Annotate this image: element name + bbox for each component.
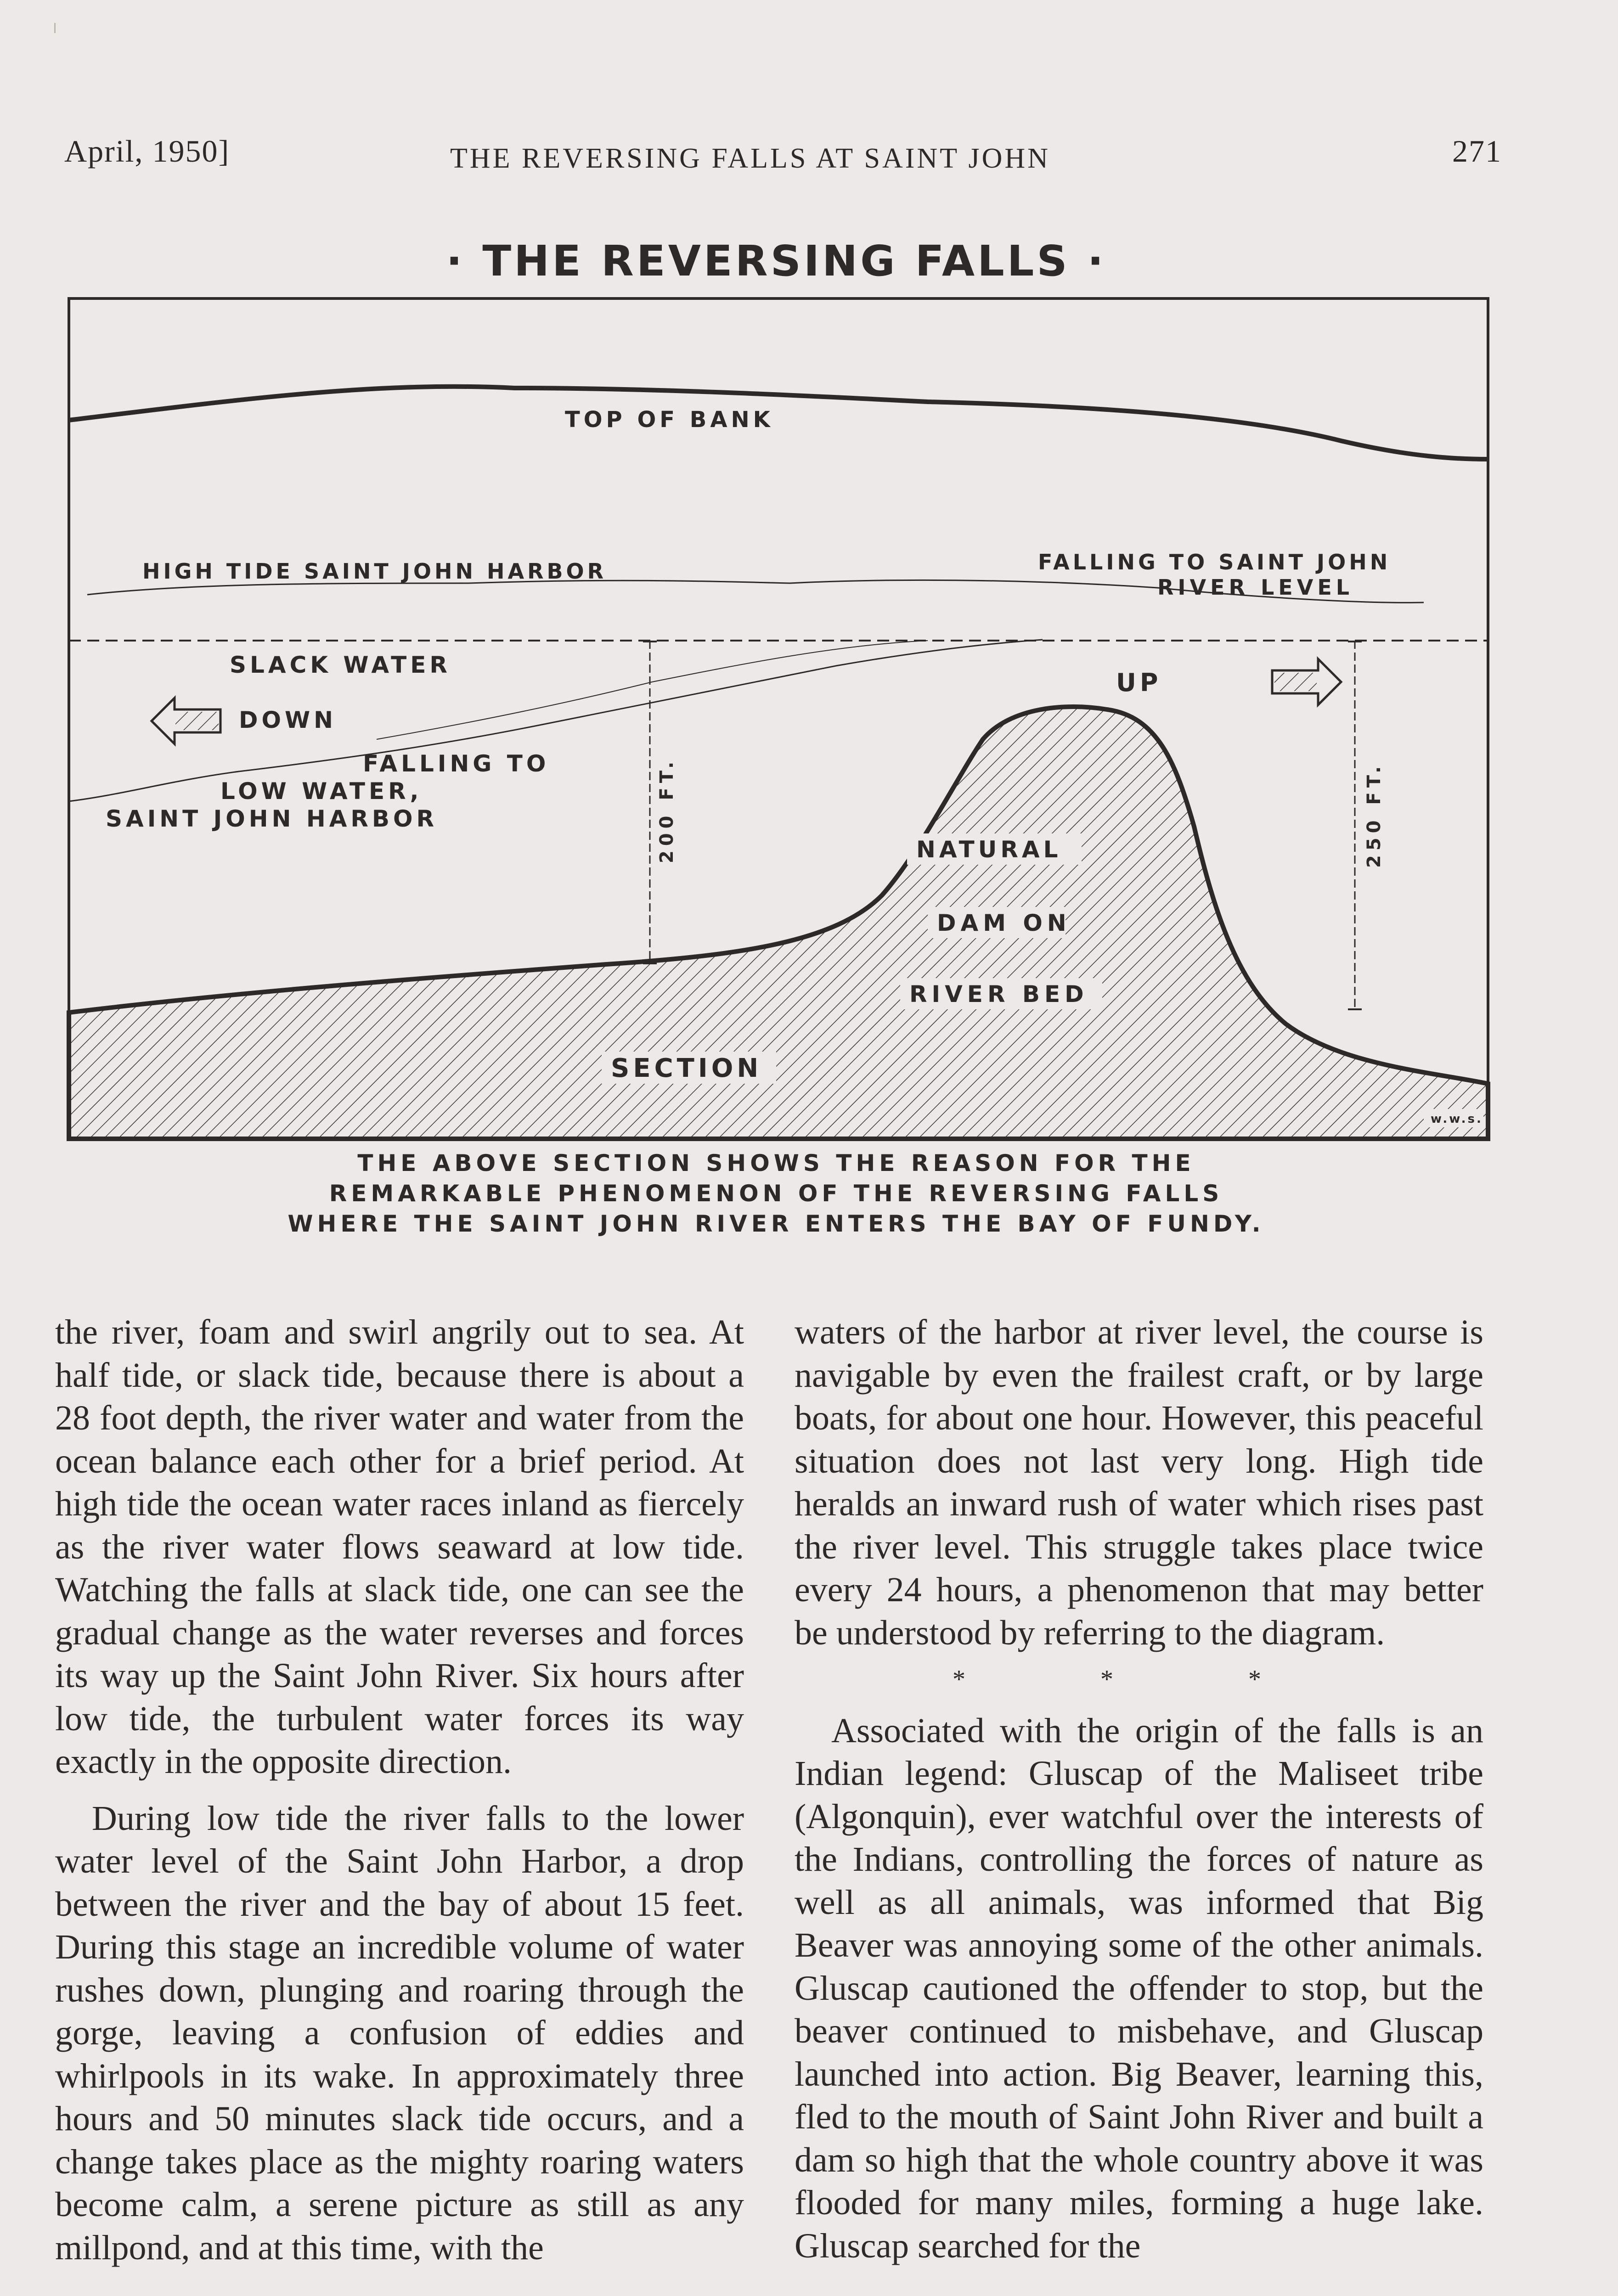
diagram-title: · THE REVERSING FALLS ·	[446, 236, 1106, 286]
down-arrow-icon	[152, 698, 220, 744]
paragraph-right-2: Associated with the origin of the falls is an Indian legend: Gluscap of the Maliseet tribe (Algonquin), ever watchful over the interests of the Indians, controlling the forces of nature as well as all animals, was informed that Big Beaver was annoying some of the other animals. Gluscap cautioned the offender to stop, but the beaver continued to misbehave, and Gluscap launched into action. Big Beaver, learning this, fled to the mouth of Saint John River and built a dam so high that the whole country above it was flooded for many miles, forming a huge lake. Gluscap searched for the	[795, 1711, 1483, 2265]
label-falling-low-1: FALLING TO	[363, 750, 550, 777]
label-depth-200: 200 FT.	[656, 757, 677, 863]
paragraph-left-1: the river, foam and swirl angrily out to sea. At half tide, or slack tide, because there is about a 28 foot depth, the river water and water from the ocean balance each other for a brief period. At high tide the ocean water races inland as fiercely as the river water flows seaward at low tide. Watching the falls at slack tide, one can see the gradual change as the water reverses and forces its way up the Saint John River. Six hours after low tide, the turbulent water forces its way exactly in the opposite direction.	[55, 1313, 744, 1781]
left-column	[55, 1311, 744, 2269]
falling-to-low-water-line-2	[377, 641, 928, 739]
label-section: SECTION	[611, 1053, 762, 1083]
page-number: 271	[1452, 134, 1502, 169]
artist-initials: w.w.s.	[1431, 1112, 1483, 1126]
figure-caption	[55, 1148, 1497, 1239]
up-arrow-icon	[1272, 659, 1341, 705]
issue-date: April, 1950]	[64, 134, 230, 169]
label-down: DOWN	[239, 707, 337, 733]
caption-line-1: THE ABOVE SECTION SHOWS THE REASON FOR THE	[357, 1150, 1195, 1176]
label-up: UP	[1116, 668, 1162, 697]
caption-line-2: REMARKABLE PHENOMENON OF THE REVERSING FALLS	[329, 1180, 1223, 1207]
label-falling-low-2: LOW WATER,	[220, 778, 423, 805]
label-falling-to-river-2: RIVER LEVEL	[1157, 575, 1354, 600]
label-natural: NATURAL	[916, 836, 1062, 863]
caption-line-3: WHERE THE SAINT JOHN RIVER ENTERS THE BAY OF FUNDY.	[288, 1210, 1265, 1237]
label-depth-250: 250 FT.	[1364, 761, 1385, 868]
label-top-of-bank: TOP OF BANK	[565, 407, 774, 433]
label-slack-water: SLACK WATER	[230, 652, 451, 678]
paragraph-right-1: waters of the harbor at river level, the course is navigable by even the frailest craft, or by large boats, for about one hour. However, this peaceful situation does not last very long. High tide heralds an inward rush of water which rises past the river level. This struggle takes place twice every 24 hours, a phenomenon that may better be understood by referring to the diagram.	[795, 1313, 1483, 1652]
running-title: THE REVERSING FALLS AT SAINT JOHN	[450, 143, 1050, 174]
running-head	[64, 133, 1502, 188]
reversing-falls-diagram	[55, 230, 1497, 1267]
right-column	[795, 1311, 1483, 2268]
section-break: * * *	[953, 1665, 1325, 1694]
diagram-svg	[55, 230, 1497, 1267]
label-high-tide: HIGH TIDE SAINT JOHN HARBOR	[142, 559, 607, 584]
label-falling-to-river-1: FALLING TO SAINT JOHN	[1038, 550, 1391, 574]
paragraph-left-2: During low tide the river falls to the lower water level of the Saint John Harbor, a drop between the river and the bay of about 15 feet. During this stage an incredible volume of water rushes down, plunging and roaring through the gorge, leaving a confusion of eddies and whirlpools in its wake. In approximately three hours and 50 minutes slack tide occurs, and a change takes place as the mighty roaring waters become calm, a serene picture as still as any millpond, and at this time, with the	[55, 1799, 744, 2267]
label-falling-low-3: SAINT JOHN HARBOR	[106, 805, 438, 832]
riverbed-section	[69, 707, 1488, 1139]
scan-mark	[54, 23, 56, 33]
top-of-bank-line	[69, 387, 1488, 459]
label-river-bed: RIVER BED	[909, 981, 1088, 1007]
label-dam-on: DAM ON	[937, 910, 1071, 936]
